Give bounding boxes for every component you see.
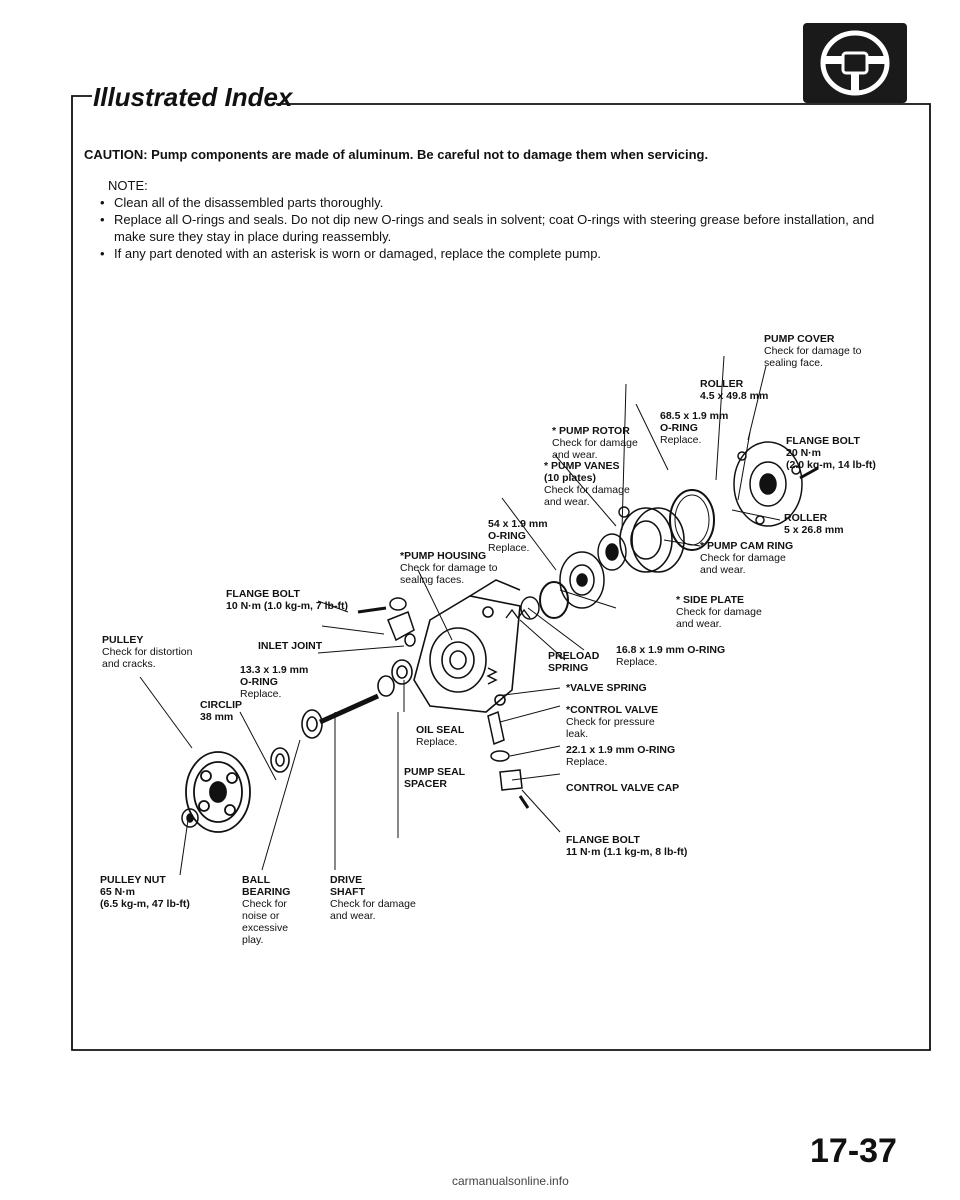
label-pump-housing: *PUMP HOUSING Check for damage to sealing faces. (400, 550, 498, 586)
label-pulley: PULLEY Check for distortion and cracks. (102, 634, 193, 670)
pump-housing (414, 580, 520, 712)
label-oring-22: 22.1 x 1.9 mm O-RING Replace. (566, 744, 676, 768)
label-oring-68: 68.5 x 1.9 mm O-RING Replace. (660, 410, 729, 446)
label-oring-13: 13.3 x 1.9 mm O-RING Replace. (240, 664, 309, 700)
notes-list (100, 194, 890, 262)
label-oring-54: 54 x 1.9 mm O-RING Replace. (488, 518, 548, 554)
label-pump-cover: PUMP COVER Check for damage to sealing face. (764, 333, 862, 369)
label-flange-bolt-cover: FLANGE BOLT 20 N·m (2.0 kg-m, 14 lb-ft) (786, 435, 876, 471)
note-item: • Replace all O-rings and seals. Do not dip new O-rings and seals in solvent; coat O-rings with steering grease before installation, and make sure they stay in place during reassembly. (100, 211, 890, 245)
label-pump-rotor: * PUMP ROTOR Check for damage and wear. (552, 425, 638, 461)
label-pump-seal-spacer: PUMP SEAL SPACER (404, 766, 466, 790)
note-item: • If any part denoted with an asterisk is worn or damaged, replace the complete pump. (100, 245, 890, 262)
label-flange-bolt-cap: FLANGE BOLT 11 N·m (1.1 kg-m, 8 lb-ft) (566, 834, 688, 858)
label-valve-spring: *VALVE SPRING (566, 682, 647, 694)
label-circlip: CIRCLIP 38 mm (200, 699, 242, 723)
label-pulley-nut: PULLEY NUT 65 N·m (6.5 kg-m, 47 lb-ft) (100, 874, 190, 910)
note-heading: NOTE: (108, 178, 148, 193)
caution-text: CAUTION: Pump components are made of aluminum. Be careful not to damage them when servicing. (84, 147, 709, 162)
pulley (186, 752, 250, 832)
label-drive-shaft: DRIVE SHAFT Check for damage and wear. (330, 874, 416, 922)
label-roller-small: ROLLER 5 x 26.8 mm (784, 512, 844, 536)
label-inlet-joint: INLET JOINT (258, 640, 323, 652)
page-title: Illustrated Index (93, 82, 293, 112)
note-item: • Clean all of the disassembled parts thoroughly. (100, 194, 890, 211)
label-oring-16: 16.8 x 1.9 mm O-RING Replace. (616, 644, 726, 668)
page-number: 17-37 (810, 1132, 897, 1170)
label-control-valve: *CONTROL VALVE Check for pressure leak. (566, 704, 659, 740)
label-preload-spring: PRELOAD SPRING (548, 650, 600, 674)
watermark: carmanualsonline.info (452, 1174, 569, 1188)
label-control-valve-cap: CONTROL VALVE CAP (566, 782, 680, 794)
label-oil-seal: OIL SEAL Replace. (416, 724, 465, 748)
label-side-plate: * SIDE PLATE Check for damage and wear. (676, 594, 762, 630)
label-pump-vanes: * PUMP VANES (10 plates) Check for damage and wear. (544, 460, 630, 508)
label-pump-cam-ring: * PUMP CAM RING Check for damage and wear. (700, 540, 794, 576)
label-roller-large: ROLLER 4.5 x 49.8 mm (700, 378, 769, 402)
label-ball-bearing: BALL BEARING Check for noise or excessive play. (242, 874, 291, 946)
label-flange-bolt-housing: FLANGE BOLT 10 N·m (1.0 kg-m, 7 lb-ft) (226, 588, 348, 612)
